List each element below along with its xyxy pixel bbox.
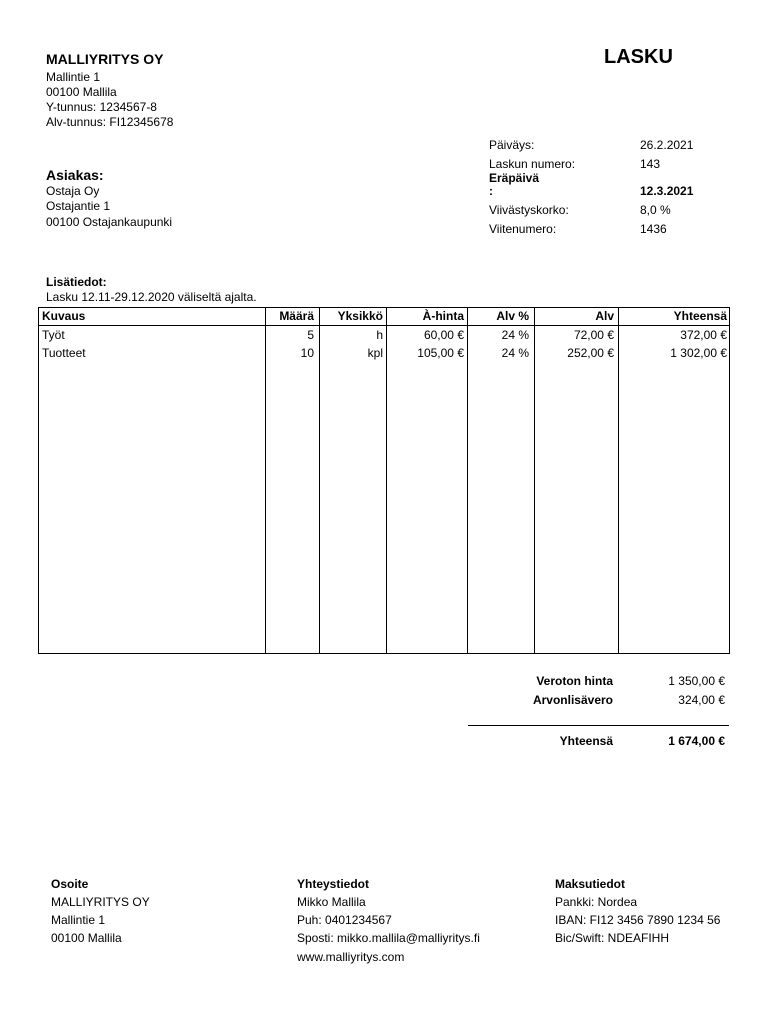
net-amount-label: Veroton hinta (536, 674, 613, 688)
footer-contact-heading: Yhteystiedot (297, 877, 370, 891)
row-2-unit-price: 105,00 € (417, 346, 464, 360)
due-date-value: 12.3.2021 (640, 184, 694, 198)
row-1-unit-price: 60,00 € (423, 328, 464, 342)
grand-total-value: 1 674,00 € (668, 734, 725, 748)
date-value: 26.2.2021 (640, 138, 694, 152)
footer-contact-website: www.malliyritys.com (297, 950, 405, 964)
row-2-unit: kpl (367, 346, 383, 360)
row-2-vat-percent: 24 % (501, 346, 529, 360)
due-date-label: Eräpäivä (489, 171, 540, 185)
footer-address-company: MALLIYRITYS OY (51, 895, 150, 909)
row-2-quantity: 10 (300, 346, 314, 360)
row-1-quantity: 5 (307, 328, 314, 342)
vat-amount-label: Arvonlisävero (532, 693, 613, 707)
customer-street: Ostajantie 1 (46, 199, 111, 213)
company-name: MALLIYRITYS OY (46, 51, 164, 67)
footer-payment-iban: IBAN: FI12 3456 7890 1234 56 (555, 913, 721, 927)
column-divider (386, 307, 387, 654)
row-1-vat: 72,00 € (573, 328, 614, 342)
header-unit-price: À-hinta (422, 309, 464, 323)
grand-total-label: Yhteensä (559, 734, 613, 748)
footer-payment-bank: Pankki: Nordea (555, 895, 638, 909)
document-title: LASKU (604, 46, 673, 68)
table-header-divider (38, 325, 730, 326)
sender-street: Mallintie 1 (46, 70, 101, 84)
row-2-total: 1 302,00 € (670, 346, 727, 360)
net-amount-value: 1 350,00 € (668, 674, 725, 688)
header-vat-percent: Alv % (496, 309, 529, 323)
column-divider (265, 307, 266, 654)
row-2-description: Tuotteet (42, 346, 86, 360)
header-total: Yhteensä (673, 309, 727, 323)
header-unit: Yksikkö (337, 309, 383, 323)
late-interest-label: Viivästyskorko: (489, 203, 569, 217)
header-description: Kuvaus (42, 309, 86, 323)
sender-business-id: Y-tunnus: 1234567-8 (46, 100, 157, 114)
row-1-unit: h (376, 328, 383, 342)
footer-address-postal: 00100 Mallila (51, 931, 122, 945)
vat-amount-value: 324,00 € (678, 693, 725, 707)
items-table (38, 307, 730, 654)
date-label: Päiväys: (489, 138, 535, 152)
column-divider (534, 307, 535, 654)
row-2-vat: 252,00 € (567, 346, 614, 360)
customer-postal: 00100 Ostajankaupunki (46, 215, 173, 229)
footer-address-heading: Osoite (51, 877, 89, 891)
sender-vat-id: Alv-tunnus: FI12345678 (46, 115, 174, 129)
reference-number-value: 1436 (640, 222, 667, 236)
column-divider (467, 307, 468, 654)
row-1-vat-percent: 24 % (501, 328, 529, 342)
due-date-label-colon: : (489, 184, 493, 198)
invoice-number-value: 143 (640, 157, 661, 171)
sender-postal: 00100 Mallila (46, 85, 117, 99)
footer-contact-phone: Puh: 0401234567 (297, 913, 392, 927)
footer-payment-bic: Bic/Swift: NDEAFIHH (555, 931, 670, 945)
footer-contact-person: Mikko Mallila (297, 895, 366, 909)
row-1-total: 372,00 € (680, 328, 727, 342)
footer-payment-heading: Maksutiedot (555, 877, 626, 891)
invoice-number-label: Laskun numero: (489, 157, 576, 171)
column-divider (618, 307, 619, 654)
footer-address-street: Mallintie 1 (51, 913, 106, 927)
reference-number-label: Viitenumero: (489, 222, 557, 236)
additional-info-text: Lasku 12.11-29.12.2020 väliseltä ajalta. (46, 290, 257, 304)
header-quantity: Määrä (279, 309, 314, 323)
footer-contact-email: Sposti: mikko.mallila@malliyritys.fi (297, 931, 480, 945)
row-1-description: Työt (42, 328, 65, 342)
additional-info-heading: Lisätiedot: (46, 275, 107, 289)
column-divider (319, 307, 320, 654)
totals-divider (468, 725, 729, 726)
customer-name: Ostaja Oy (46, 184, 100, 198)
header-vat: Alv (595, 309, 614, 323)
customer-heading: Asiakas: (46, 167, 104, 183)
late-interest-value: 8,0 % (640, 203, 671, 217)
